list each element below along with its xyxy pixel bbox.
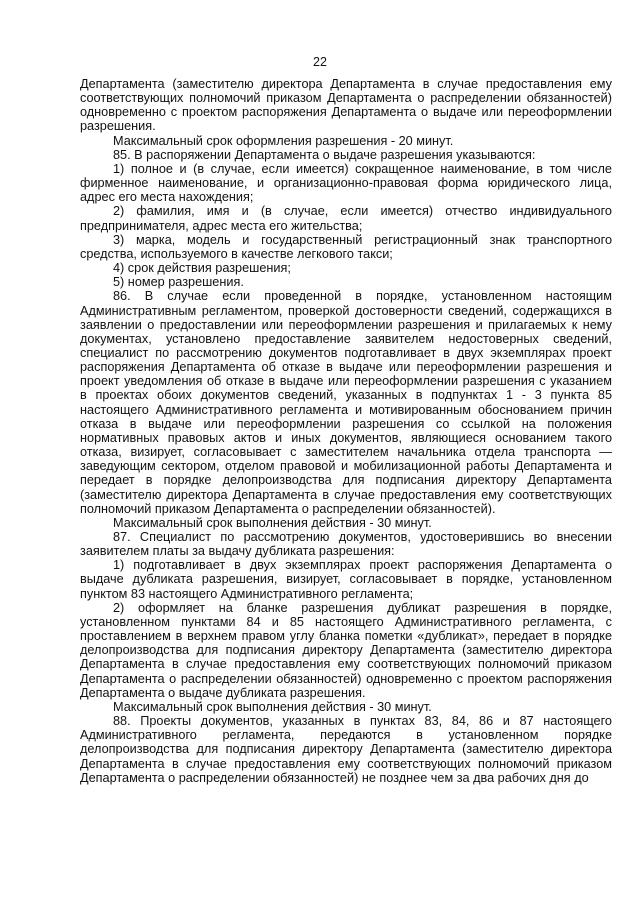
paragraph-85: 85. В распоряжении Департамента о выдаче разрешения указываются:	[113, 147, 536, 162]
paragraph-85-item-5: 5) номер разрешения.	[113, 275, 244, 290]
document-body	[80, 77, 612, 785]
paragraph-88: 88. Проекты документов, указанных в пунктах 83, 84, 86 и 87 настоящего Административного регламента, передаются в установленном порядке делопроизводства для подписания директору Департамента (заместителю директора Департамента в случае предоставления ему соответствующих полномочий приказом Департамента о распределении обязанностей) не позднее чем за два рабочих дня до	[80, 714, 612, 785]
paragraph-continuation: Департамента (заместителю директора Департамента в случае предоставления ему соответствующих полномочий приказом Департамента о распределении обязанностей) одновременно с проектом распоряжения Департамента о выдаче или переоформлении разрешения.	[80, 77, 612, 134]
paragraph-87: 87. Специалист по рассмотрению документов, удостоверившись во внесении заявителем платы за выдачу дубликата разрешения:	[80, 530, 612, 559]
paragraph-max-time-30-a: Максимальный срок выполнения действия - 30 минут.	[113, 515, 432, 530]
paragraph-85-item-3: 3) марка, модель и государственный регистрационный знак транспортного средства, используемого в качестве легкового такси;	[80, 232, 612, 261]
paragraph-86: 86. В случае если проведенной в порядке, установленном настоящим Административным регламентом, проверкой достоверности сведений, содержащихся в заявлении о предоставлении или переоформлении разрешения и прилагаемых к нему документах, установлено предоставление заявителем недостоверных сведений, специалист по рассмотрению документов подготавливает в двух экземплярах проект распоряжения Департамента об отказе в выдаче или переоформлении разрешения и проект уведомления об отказе в выдаче или переоформлении разрешения с указанием в проектах обоих документов сведений, указанных в подпунктах 1 - 3 пункта 85 настоящего Административного регламента и мотивированным обоснованием причин отказа в выдаче или переоформлении разрешения со ссылкой на положения нормативных правовых актов и иных документов, являющиеся основанием такого отказа, визирует, согласовывает с заместителем начальника отдела транспорта — заведующим сектором, отделом правовой и мобилизационной работы Департамента и передает в порядке делопроизводства для подписания директору Департамента (заместителю директора Департамента в случае предоставления ему соответствующих полномочий приказом Департамента о распределении обязанностей).	[80, 289, 612, 516]
paragraph-87-item-2: 2) оформляет на бланке разрешения дубликат разрешения в порядке, установленном пунктами 84 и 85 настоящего Административного регламента, с проставлением в верхнем правом углу бланка пометки «дубликат», передает в порядке делопроизводства для подписания директору Департамента (заместителю директора Департамента в случае предоставления ему соответствующих полномочий приказом Департамента о распределении обязанностей) одновременно с проектом распоряжения Департамента о выдаче дубликата разрешения.	[80, 600, 612, 700]
paragraph-85-item-1: 1) полное и (в случае, если имеется) сокращенное наименование, в том числе фирменное наименование, и организационно-правовая форма юридического лица, адрес его места нахождения;	[80, 161, 612, 205]
paragraph-85-item-4: 4) срок действия разрешения;	[113, 261, 291, 276]
paragraph-85-item-2: 2) фамилия, имя и (в случае, если имеется) отчество индивидуального предпринимателя, адрес места его жительства;	[80, 204, 612, 233]
paragraph-max-time-20: Максимальный срок оформления разрешения - 20 минут.	[113, 133, 454, 148]
page-number: 22	[313, 55, 327, 69]
paragraph-max-time-30-b: Максимальный срок выполнения действия - 30 минут.	[113, 699, 432, 714]
paragraph-87-item-1: 1) подготавливает в двух экземплярах проект распоряжения Департамента о выдаче дубликата разрешения, визирует, согласовывает в порядке, установленном пунктом 83 настоящего Административного регламента;	[80, 558, 612, 601]
